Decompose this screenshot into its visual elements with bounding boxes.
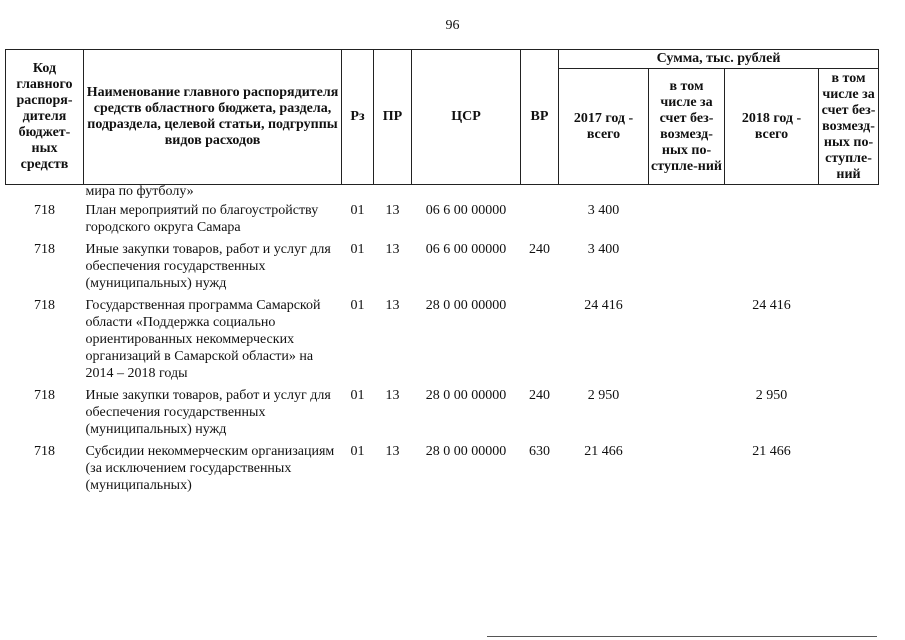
row-pr: 13 <box>385 444 400 459</box>
row-sum-2017-free <box>649 297 725 387</box>
row-vr <box>521 297 559 387</box>
row-name: Иные закупки товаров, работ и услуг для обеспечения государственных (муниципальных) нужд <box>85 388 331 437</box>
row-sum-2018-free <box>819 202 879 241</box>
header-csr: ЦСР <box>412 50 521 185</box>
row-pr: 13 <box>385 203 400 218</box>
row-csr: 28 0 00 00000 <box>425 388 507 403</box>
header-vr: ВР <box>521 50 559 185</box>
header-sum-group: Сумма, тыс. рублей <box>559 50 879 69</box>
header-row-1 <box>6 50 879 69</box>
row-csr: 06 6 00 00000 <box>425 242 507 257</box>
row-vr: 630 <box>529 444 550 459</box>
row-sum-2018 <box>725 202 819 241</box>
row-sum-2018-free <box>819 443 879 499</box>
row-vr: 240 <box>529 242 550 257</box>
row-code: 718 <box>34 388 55 403</box>
row-sum-2017-free <box>649 443 725 499</box>
row-sum-2017-free <box>649 202 725 241</box>
row-sum-2017: 2 950 <box>587 388 620 403</box>
row-name: План мероприятий по благоустройству городского округа Самара <box>85 203 319 235</box>
row-sum-2018 <box>725 241 819 297</box>
row-sum-2018: 21 466 <box>752 444 791 459</box>
header-pr: ПР <box>374 50 412 185</box>
budget-table <box>5 49 879 499</box>
row-rz: 01 <box>350 388 365 403</box>
row-sum-2017: 3 400 <box>587 242 620 257</box>
row-pr: 13 <box>385 242 400 257</box>
continuation-text: мира по футболу» <box>85 184 194 199</box>
row-csr: 06 6 00 00000 <box>425 203 507 218</box>
row-csr: 28 0 00 00000 <box>425 444 507 459</box>
row-name: Субсидии некоммерческим организациям (за исключением государственных (муниципальных) <box>85 444 335 493</box>
row-rz: 01 <box>350 298 365 313</box>
header-sum-2017-total: 2017 год - всего <box>559 69 649 185</box>
row-sum-2018: 24 416 <box>752 298 791 313</box>
row-code: 718 <box>34 444 55 459</box>
table-row <box>6 443 879 499</box>
table-row <box>6 202 879 241</box>
continuation-row <box>6 185 879 203</box>
table-row <box>6 387 879 443</box>
row-pr: 13 <box>385 298 400 313</box>
row-csr: 28 0 00 00000 <box>425 298 507 313</box>
row-sum-2017-free <box>649 241 725 297</box>
table-row <box>6 297 879 387</box>
row-rz: 01 <box>350 203 365 218</box>
row-rz: 01 <box>350 444 365 459</box>
header-code: Код главного распоря-дителя бюджет-ных средств <box>6 50 84 185</box>
row-sum-2017: 3 400 <box>587 203 620 218</box>
row-rz: 01 <box>350 242 365 257</box>
header-rz: Рз <box>342 50 374 185</box>
row-sum-2018: 2 950 <box>755 388 788 403</box>
row-sum-2017: 21 466 <box>584 444 623 459</box>
row-name: Государственная программа Самарской области «Поддержка социально ориентированных некоммерческих организаций в Самарской области» на 2014 – 2018 годы <box>85 298 321 381</box>
header-name: Наименование главного распорядителя средств областного бюджета, раздела, подраздела, целевой статьи, подгруппы видов расходов <box>84 50 342 185</box>
footer-rule <box>487 636 877 637</box>
page-number: 96 <box>445 18 460 33</box>
row-sum-2018-free <box>819 387 879 443</box>
header-sum-2018-total: 2018 год - всего <box>725 69 819 185</box>
row-sum-2018-free <box>819 297 879 387</box>
row-vr <box>521 202 559 241</box>
header-sum-2018-free: в том числе за счет без-возмезд-ных по-ступле-ний <box>819 69 879 185</box>
row-code: 718 <box>34 298 55 313</box>
table-row <box>6 241 879 297</box>
row-sum-2018-free <box>819 241 879 297</box>
row-pr: 13 <box>385 388 400 403</box>
row-name: Иные закупки товаров, работ и услуг для обеспечения государственных (муниципальных) нужд <box>85 242 331 291</box>
row-sum-2017-free <box>649 387 725 443</box>
header-sum-2017-free: в том числе за счет без-возмезд-ных по-ступле-ний <box>649 69 725 185</box>
row-vr: 240 <box>529 388 550 403</box>
row-code: 718 <box>34 203 55 218</box>
row-code: 718 <box>34 242 55 257</box>
row-sum-2017: 24 416 <box>584 298 623 313</box>
